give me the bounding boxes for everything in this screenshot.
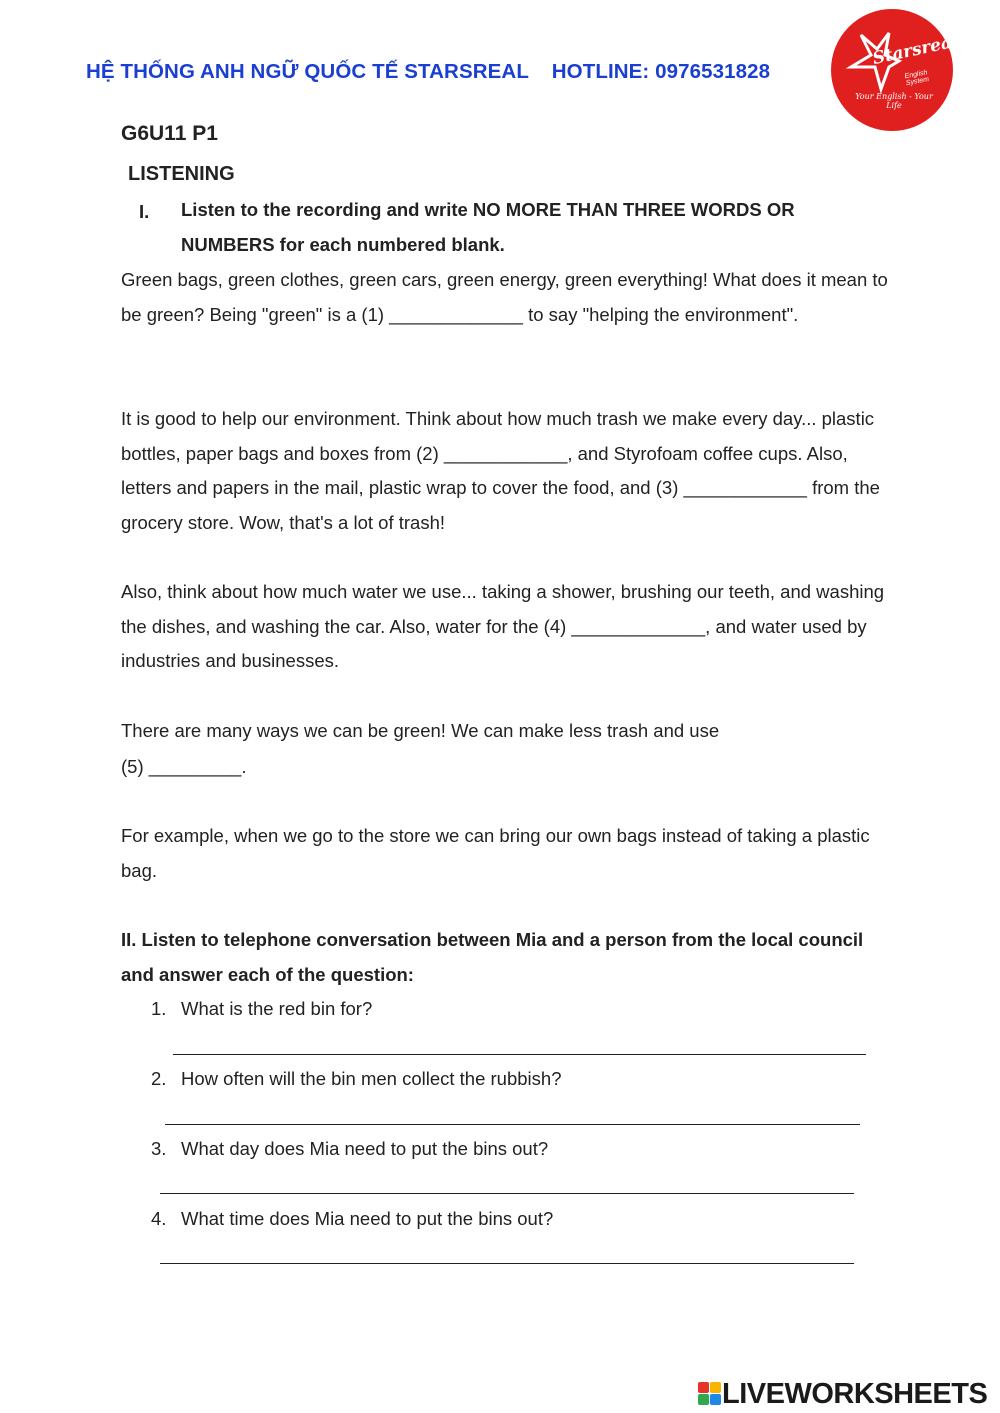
paragraph-4-blank[interactable]: (5) _________. (121, 756, 247, 777)
section-2-instruction: II. Listen to telephone conversation between Mia and a person from the local council and answer each of the question: (121, 929, 864, 985)
starsreal-logo (831, 9, 961, 131)
question-1-text: What is the red bin for? (181, 998, 373, 1019)
answer-line-1[interactable] (173, 1054, 866, 1055)
section-1-instruction: Listen to the recording and write NO MORE THAN THREE WORDS OR NUMBERS for each numbered blank. (181, 199, 795, 255)
paragraph-4: There are many ways we can be green! We can make less trash and use (121, 720, 720, 741)
logo-tagline: Your English - Your Life (855, 92, 933, 110)
liveworksheets-footer[interactable] (698, 1378, 998, 1410)
question-2-text: How often will the bin men collect the rubbish? (181, 1068, 562, 1089)
paragraph-1: Green bags, green clothes, green cars, green energy, green everything! What does it mean to be green? Being "green" is a (1) _____________ to say "helping the environment". (121, 269, 888, 325)
question-3-number: 3. (151, 1138, 167, 1159)
question-3-text: What day does Mia need to put the bins out? (181, 1138, 549, 1159)
paragraph-2: It is good to help our environment. Think about how much trash we make every day... plastic bottles, paper bags and boxes from (2) ____________, and Styrofoam coffee cups. Also, letters and papers in the mail, plastic wrap to cover the food, and (3) ____________ from the grocery store. Wow, that's a lot of trash! (121, 408, 880, 533)
section-1-number: I. (139, 201, 150, 222)
paragraph-3: Also, think about how much water we use... taking a shower, brushing our teeth, and washing the dishes, and washing the car. Also, water for the (4) _____________, and water used by industries and businesses. (121, 581, 885, 671)
hotline: HOTLINE: 0976531828 (551, 60, 771, 83)
header-title (86, 60, 770, 84)
section-heading: LISTENING (128, 163, 235, 185)
logo-brand: Starsreal (870, 31, 961, 69)
answer-line-4[interactable] (160, 1263, 854, 1264)
paragraph-5: For example, when we go to the store we can bring our own bags instead of taking a plastic bag. (121, 825, 870, 881)
question-1-number: 1. (151, 998, 167, 1019)
answer-line-3[interactable] (160, 1193, 854, 1194)
worksheet-code: G6U11 P1 (121, 122, 218, 145)
question-2-number: 2. (151, 1068, 167, 1089)
logo-sub: English System (904, 69, 930, 88)
school-name: HỆ THỐNG ANH NGỮ QUỐC TẾ STARSREAL (86, 60, 529, 83)
question-4-text: What time does Mia need to put the bins out? (181, 1208, 554, 1229)
liveworksheets-logo-icon (698, 1382, 722, 1406)
answer-line-2[interactable] (165, 1124, 860, 1125)
question-4-number: 4. (151, 1208, 167, 1229)
footer-brand: LIVEWORKSHEETS (722, 1378, 988, 1410)
